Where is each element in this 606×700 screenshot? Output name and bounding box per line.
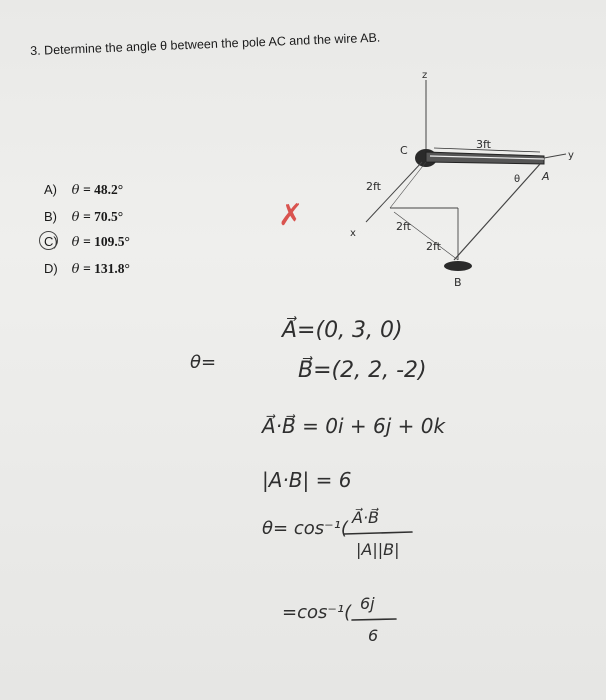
choice-value: = 48.2° [83, 182, 124, 197]
question-text: 3. Determine the angle θ between the pole AC and the wire AB. [30, 30, 381, 58]
choice-c [44, 234, 130, 250]
fraction-den-2: 6 [368, 626, 379, 645]
pole-wire-diagram [330, 62, 590, 302]
y-axis-label: y [568, 150, 574, 161]
choice-value: = 131.8° [83, 261, 130, 276]
point-b-label: B [454, 276, 462, 289]
choice-theta: θ [71, 183, 80, 198]
choice-letter: C) [44, 234, 58, 249]
dim-2ft-mid-label: 2ft [396, 220, 411, 233]
fraction-num-1: A⃗·B⃗ [352, 508, 380, 527]
choice-value: = 70.5° [83, 209, 124, 224]
choice-value: = 109.5° [83, 234, 130, 249]
theta-eq-note: θ= [190, 352, 217, 373]
vector-a: A⃗=(0, 3, 0) [282, 318, 403, 343]
dim-3ft-label: 3ft [476, 138, 491, 151]
fraction-den-1: |A||B| [356, 540, 400, 559]
theta-label: θ [514, 174, 521, 185]
vector-b: B⃗=(2, 2, -2) [298, 358, 427, 383]
choice-theta: θ [71, 235, 80, 250]
wrong-mark: ✗ [278, 198, 304, 233]
circle-mark [39, 231, 58, 250]
dim-2ft-right-label: 2ft [426, 240, 441, 253]
wire-ab [454, 164, 540, 260]
x-axis-label: x [350, 228, 356, 239]
choice-a [44, 182, 123, 198]
choice-d [44, 261, 130, 277]
frame-line [390, 162, 426, 208]
anchor-b [444, 261, 472, 271]
choice-letter: A) [44, 182, 57, 197]
dot-product: A⃗·B⃗ = 0i + 6j + 0k [262, 414, 446, 438]
choice-theta: θ [71, 210, 80, 225]
cos-inverse-1: θ= cos⁻¹( [262, 518, 348, 539]
fraction-num-2: 6j [360, 594, 375, 613]
point-c-label: C [400, 144, 408, 157]
fraction-bar-1 [342, 530, 422, 538]
point-a-label: A [542, 170, 550, 183]
choice-letter: D) [44, 261, 58, 276]
choice-b [44, 209, 123, 225]
choice-letter: B) [44, 209, 57, 224]
z-axis-label: z [422, 70, 428, 81]
fraction-bar-2 [350, 616, 410, 624]
choice-theta: θ [71, 262, 80, 277]
dot-magnitude: |A·B| = 6 [262, 468, 352, 492]
y-axis-line [544, 154, 566, 158]
cos-inverse-2: =cos⁻¹( [282, 602, 352, 623]
dim-2ft-top-label: 2ft [366, 180, 381, 193]
